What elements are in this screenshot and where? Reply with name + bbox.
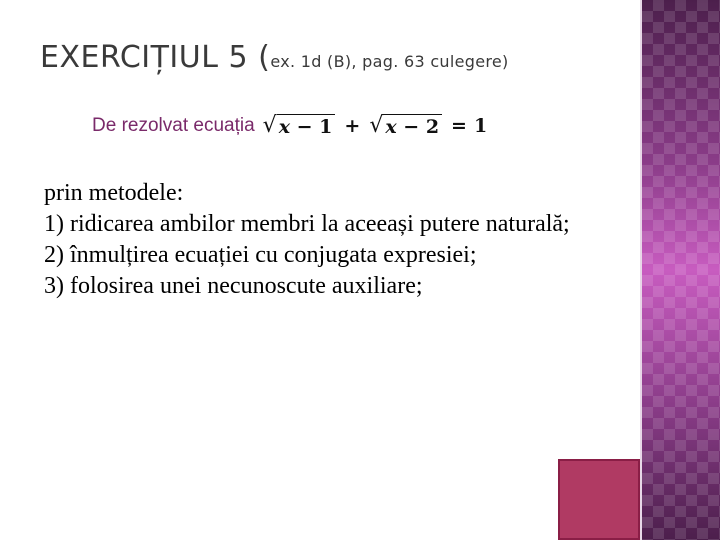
equals-sign: = <box>451 115 467 137</box>
plus-sign: + <box>344 115 361 137</box>
variable-x: x <box>385 116 397 138</box>
radicand-rest: − 1 <box>290 116 333 138</box>
radical-icon: √ <box>369 113 384 138</box>
decorative-sidebar <box>642 0 720 540</box>
radicand-rest: − 2 <box>396 116 440 138</box>
equation-formula <box>261 114 488 138</box>
body-line: 1) ridicarea ambilor membri la aceeași putere naturală; <box>44 211 570 237</box>
radical-icon: √ <box>262 113 277 138</box>
equation-line <box>92 114 487 138</box>
slide-title <box>40 40 630 75</box>
equation-rhs: 1 <box>473 115 488 137</box>
variable-x: x <box>278 116 291 138</box>
body-line: prin metodele: <box>44 180 184 206</box>
body-line: 2) înmulțirea ecuației cu conjugata expresiei; <box>44 242 477 268</box>
sqrt-term-1 <box>263 114 336 138</box>
accent-box <box>558 459 640 540</box>
body-line: 3) folosirea unei necunoscute auxiliare; <box>44 273 423 299</box>
equation-label: De rezolvat ecuația <box>92 115 255 136</box>
body-text <box>44 178 624 302</box>
title-main: EXERCIȚIUL 5 ( <box>40 40 271 75</box>
sqrt-term-2 <box>369 114 442 138</box>
title-subtitle: ex. 1d (B), pag. 63 culegere) <box>270 52 509 71</box>
